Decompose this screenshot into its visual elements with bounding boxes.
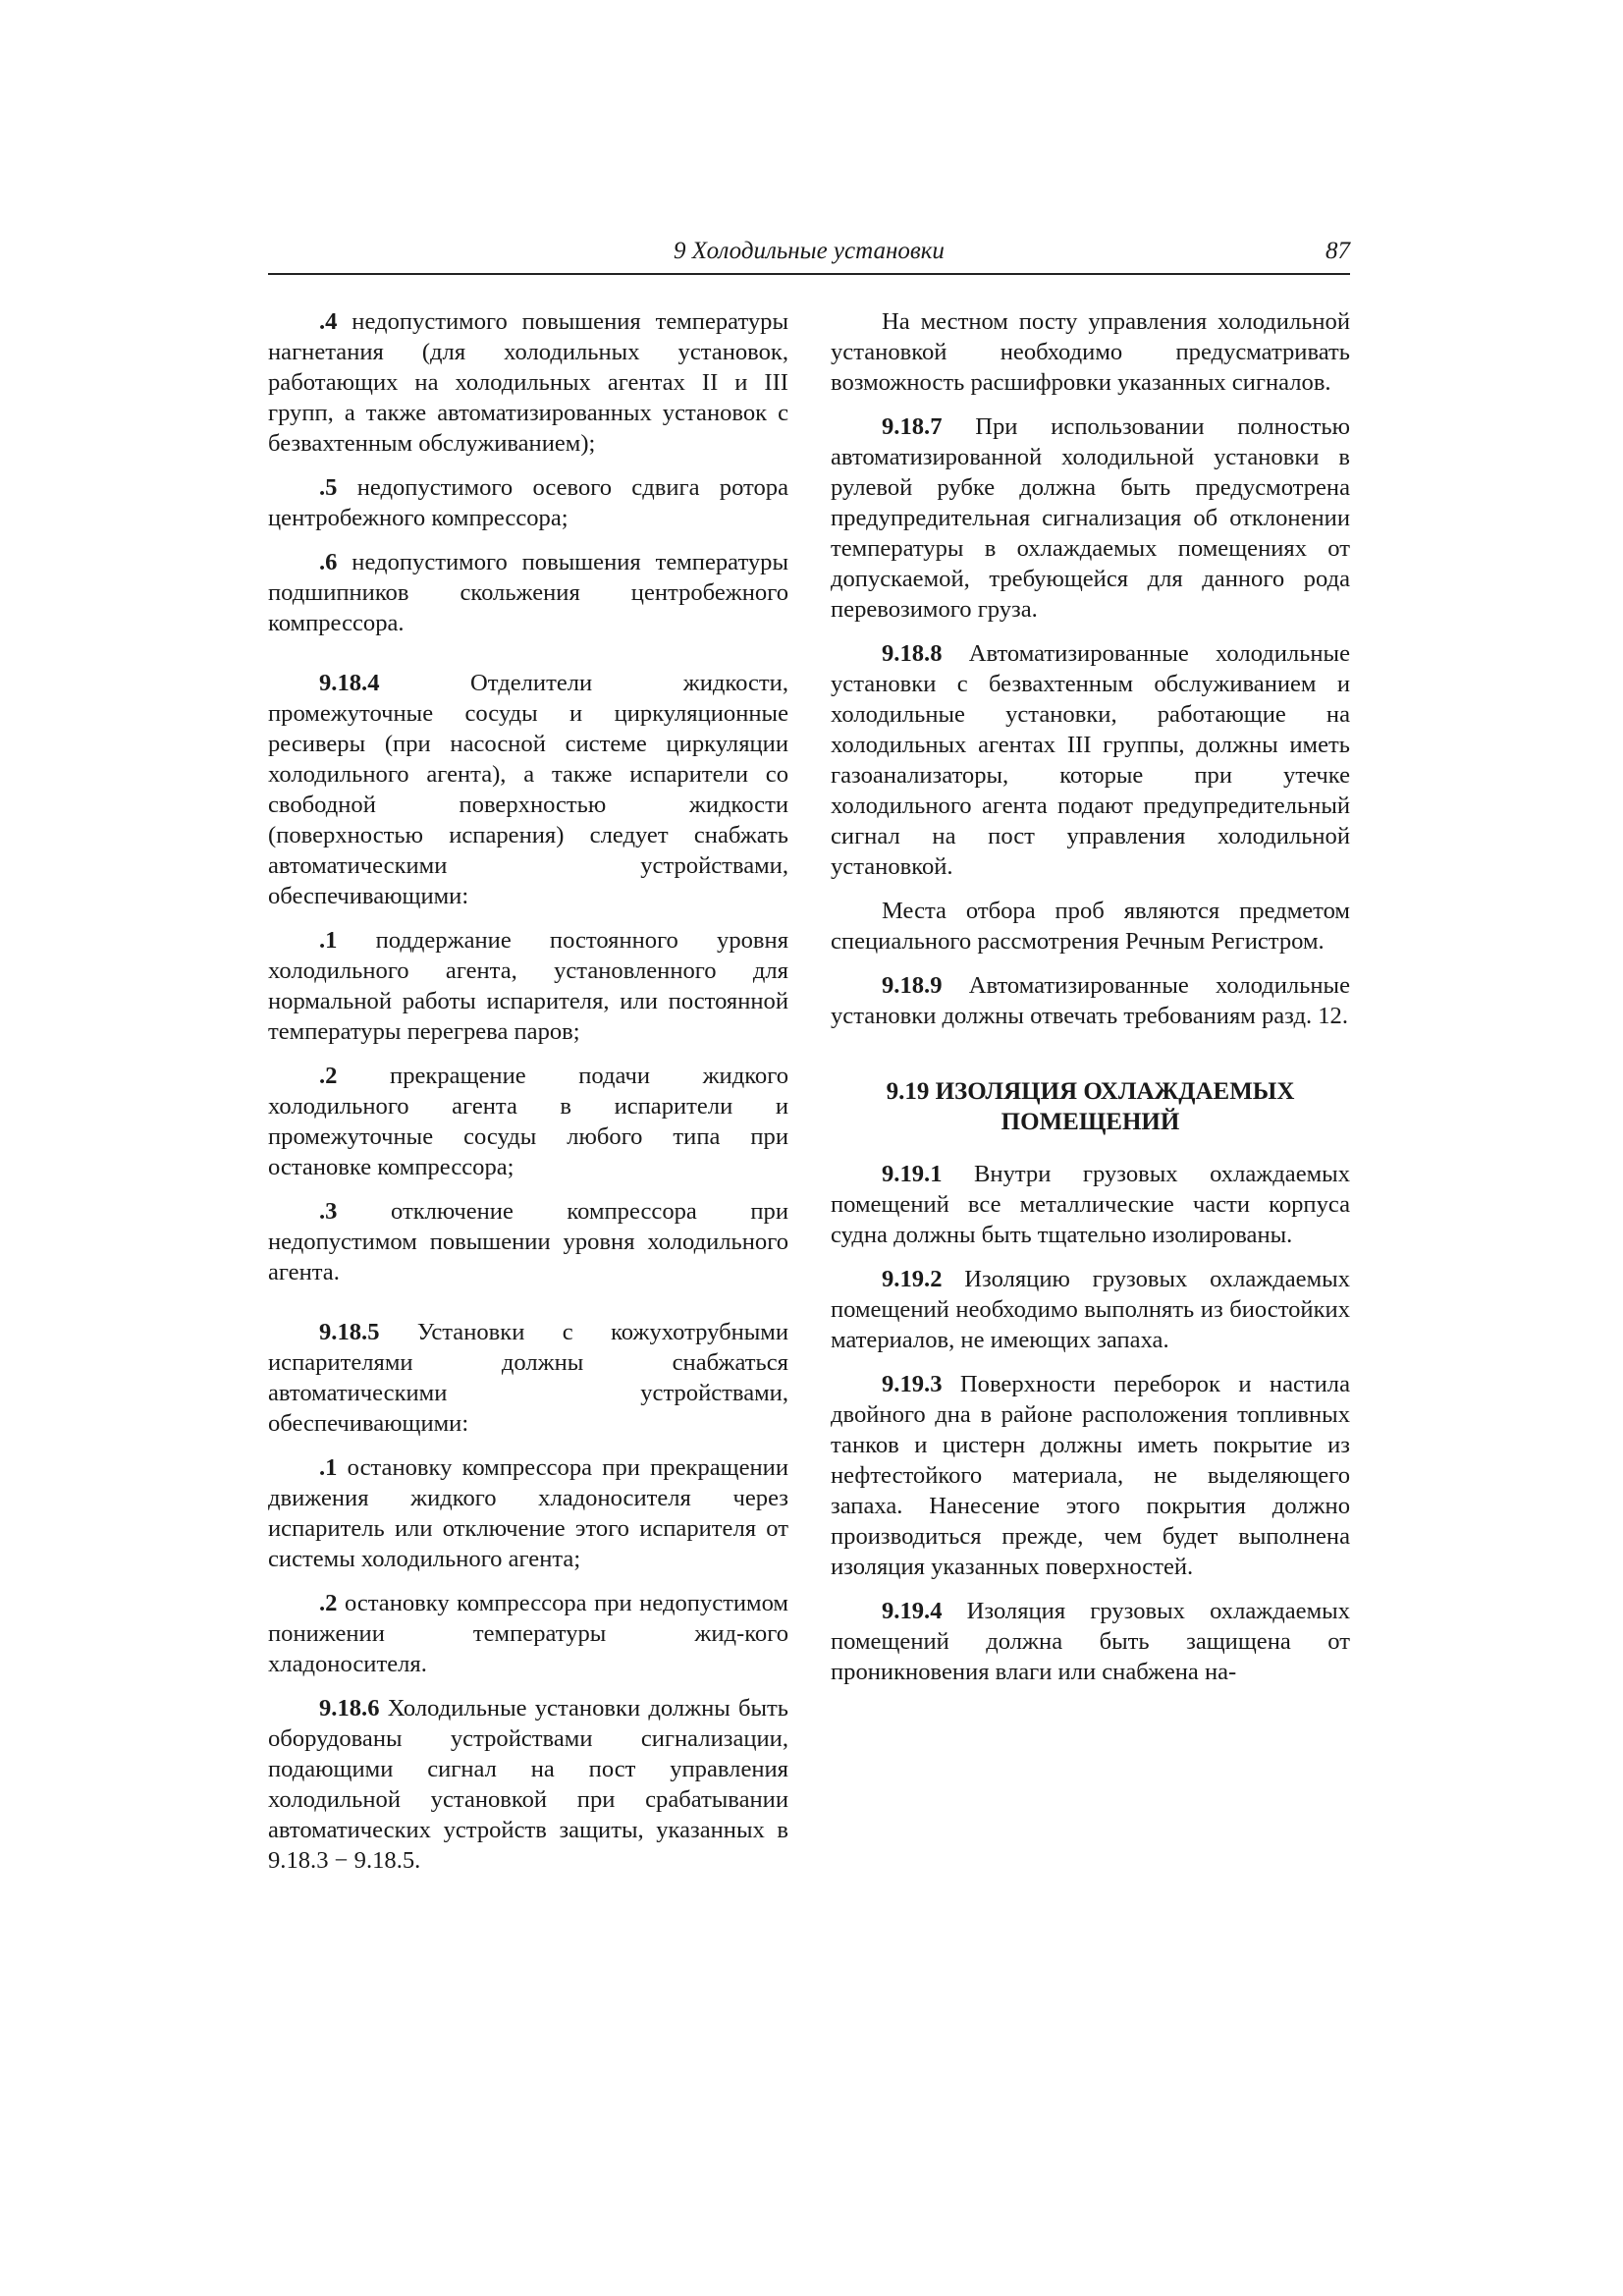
paragraph-9-19-3: 9.19.3 Поверхности переборок и настила двойного дна в районе расположения топливных танков и цистерн должны иметь покрытие из нефтестойкого материала, не выделяющего запаха. Нанесение этого покрытия должно производиться прежде, чем будет выполнена изоляция указанных поверхностей.	[831, 1371, 1350, 1580]
paragraph-9-18-8: 9.18.8 Автоматизированные холодильные установки с безвахтенным обслуживанием и холодильные установки, работающие на холодильных агентах III группы, должны иметь газоанализаторы, которые при утечке холодильного агента подают предупредительный сигнал на пост управления холодильной установкой.	[831, 640, 1350, 880]
paragraph: .2 прекращение подачи жидкого холодильного агента в испарители и промежуточные сосуды любого типа при остановке компрессора;	[268, 1063, 788, 1180]
running-header	[268, 236, 1350, 275]
paragraph-9-19-2: 9.19.2 Изоляцию грузовых охлаждаемых помещений необходимо выполнять из биостойких материалов, не имеющих запаха.	[831, 1266, 1350, 1353]
chapter-title: 9 Холодильные установки	[674, 238, 945, 264]
paragraph-9-18-4: 9.18.4 Отделители жидкости, промежуточные сосуды и циркуляционные ресиверы (при насосной системе циркуляции холодильного агента), а также испарители со свободной поверхностью жидкости (поверхностью испарения) следует снабжать автоматическими устройствами, обеспечивающими:	[268, 670, 788, 909]
paragraph-9-18-5: 9.18.5 Установки с кожухотрубными испарителями должны снабжаться автоматическими устройствами, обеспечивающими:	[268, 1319, 788, 1437]
paragraph-9-18-7: 9.18.7 При использовании полностью автоматизированной холодильной установки в рулевой рубке должна быть предусмотрена предупредительная сигнализация об отклонении температуры в охлаждаемых помещениях от допускаемой, требующейся для данного рода перевозимого груза.	[831, 413, 1350, 623]
paragraph: .1 остановку компрессора при прекращении движения жидкого хладоносителя через испаритель или отключение этого испарителя от системы холодильного агента;	[268, 1454, 788, 1572]
right-column	[831, 306, 1350, 1701]
paragraph: .3 отключение компрессора при недопустимом повышении уровня холодильного агента.	[268, 1198, 788, 1285]
paragraph: На местном посту управления холодильной установкой необходимо предусматривать возможность расшифровки указанных сигналов.	[831, 308, 1350, 396]
paragraph-9-19-4: 9.19.4 Изоляция грузовых охлаждаемых помещений должна быть защищена от проникновения влаги или снабжена на-	[831, 1598, 1350, 1685]
left-column	[268, 306, 788, 1889]
paragraph: .2 остановку компрессора при недопустимом понижении температуры жид-кого хладоносителя.	[268, 1590, 788, 1677]
paragraph: Места отбора проб являются предметом специального рассмотрения Речным Регистром.	[831, 898, 1350, 955]
paragraph-9-18-9: 9.18.9 Автоматизированные холодильные установки должны отвечать требованиям разд. 12.	[831, 972, 1350, 1029]
paragraph-9-19-1: 9.19.1 Внутри грузовых охлаждаемых помещений все металлические части корпуса судна должны быть тщательно изолированы.	[831, 1161, 1350, 1248]
paragraph: .5 недопустимого осевого сдвига ротора центробежного компрессора;	[268, 474, 788, 531]
paragraph: .4 недопустимого повышения температуры нагнетания (для холодильных установок, работающих на холодильных агентах II и III групп, а также автоматизированных установок с безвахтенным обслуживанием);	[268, 308, 788, 457]
page-number: 87	[1325, 238, 1350, 264]
paragraph-9-18-6: 9.18.6 Холодильные установки должны быть оборудованы устройствами сигнализации, подающими сигнал на пост управления холодильной установкой при срабатывании автоматических устройств защиты, указанных в 9.18.3 − 9.18.5.	[268, 1695, 788, 1874]
paragraph: .6 недопустимого повышения температуры подшипников скольжения центробежного компрессора.	[268, 549, 788, 636]
paragraph: .1 поддержание постоянного уровня холодильного агента, установленного для нормальной работы испарителя, или постоянной температуры перегрева паров;	[268, 927, 788, 1045]
section-heading-9-19: 9.19 ИЗОЛЯЦИЯ ОХЛАЖДАЕМЫХ ПОМЕЩЕНИЙ	[886, 1078, 1295, 1135]
